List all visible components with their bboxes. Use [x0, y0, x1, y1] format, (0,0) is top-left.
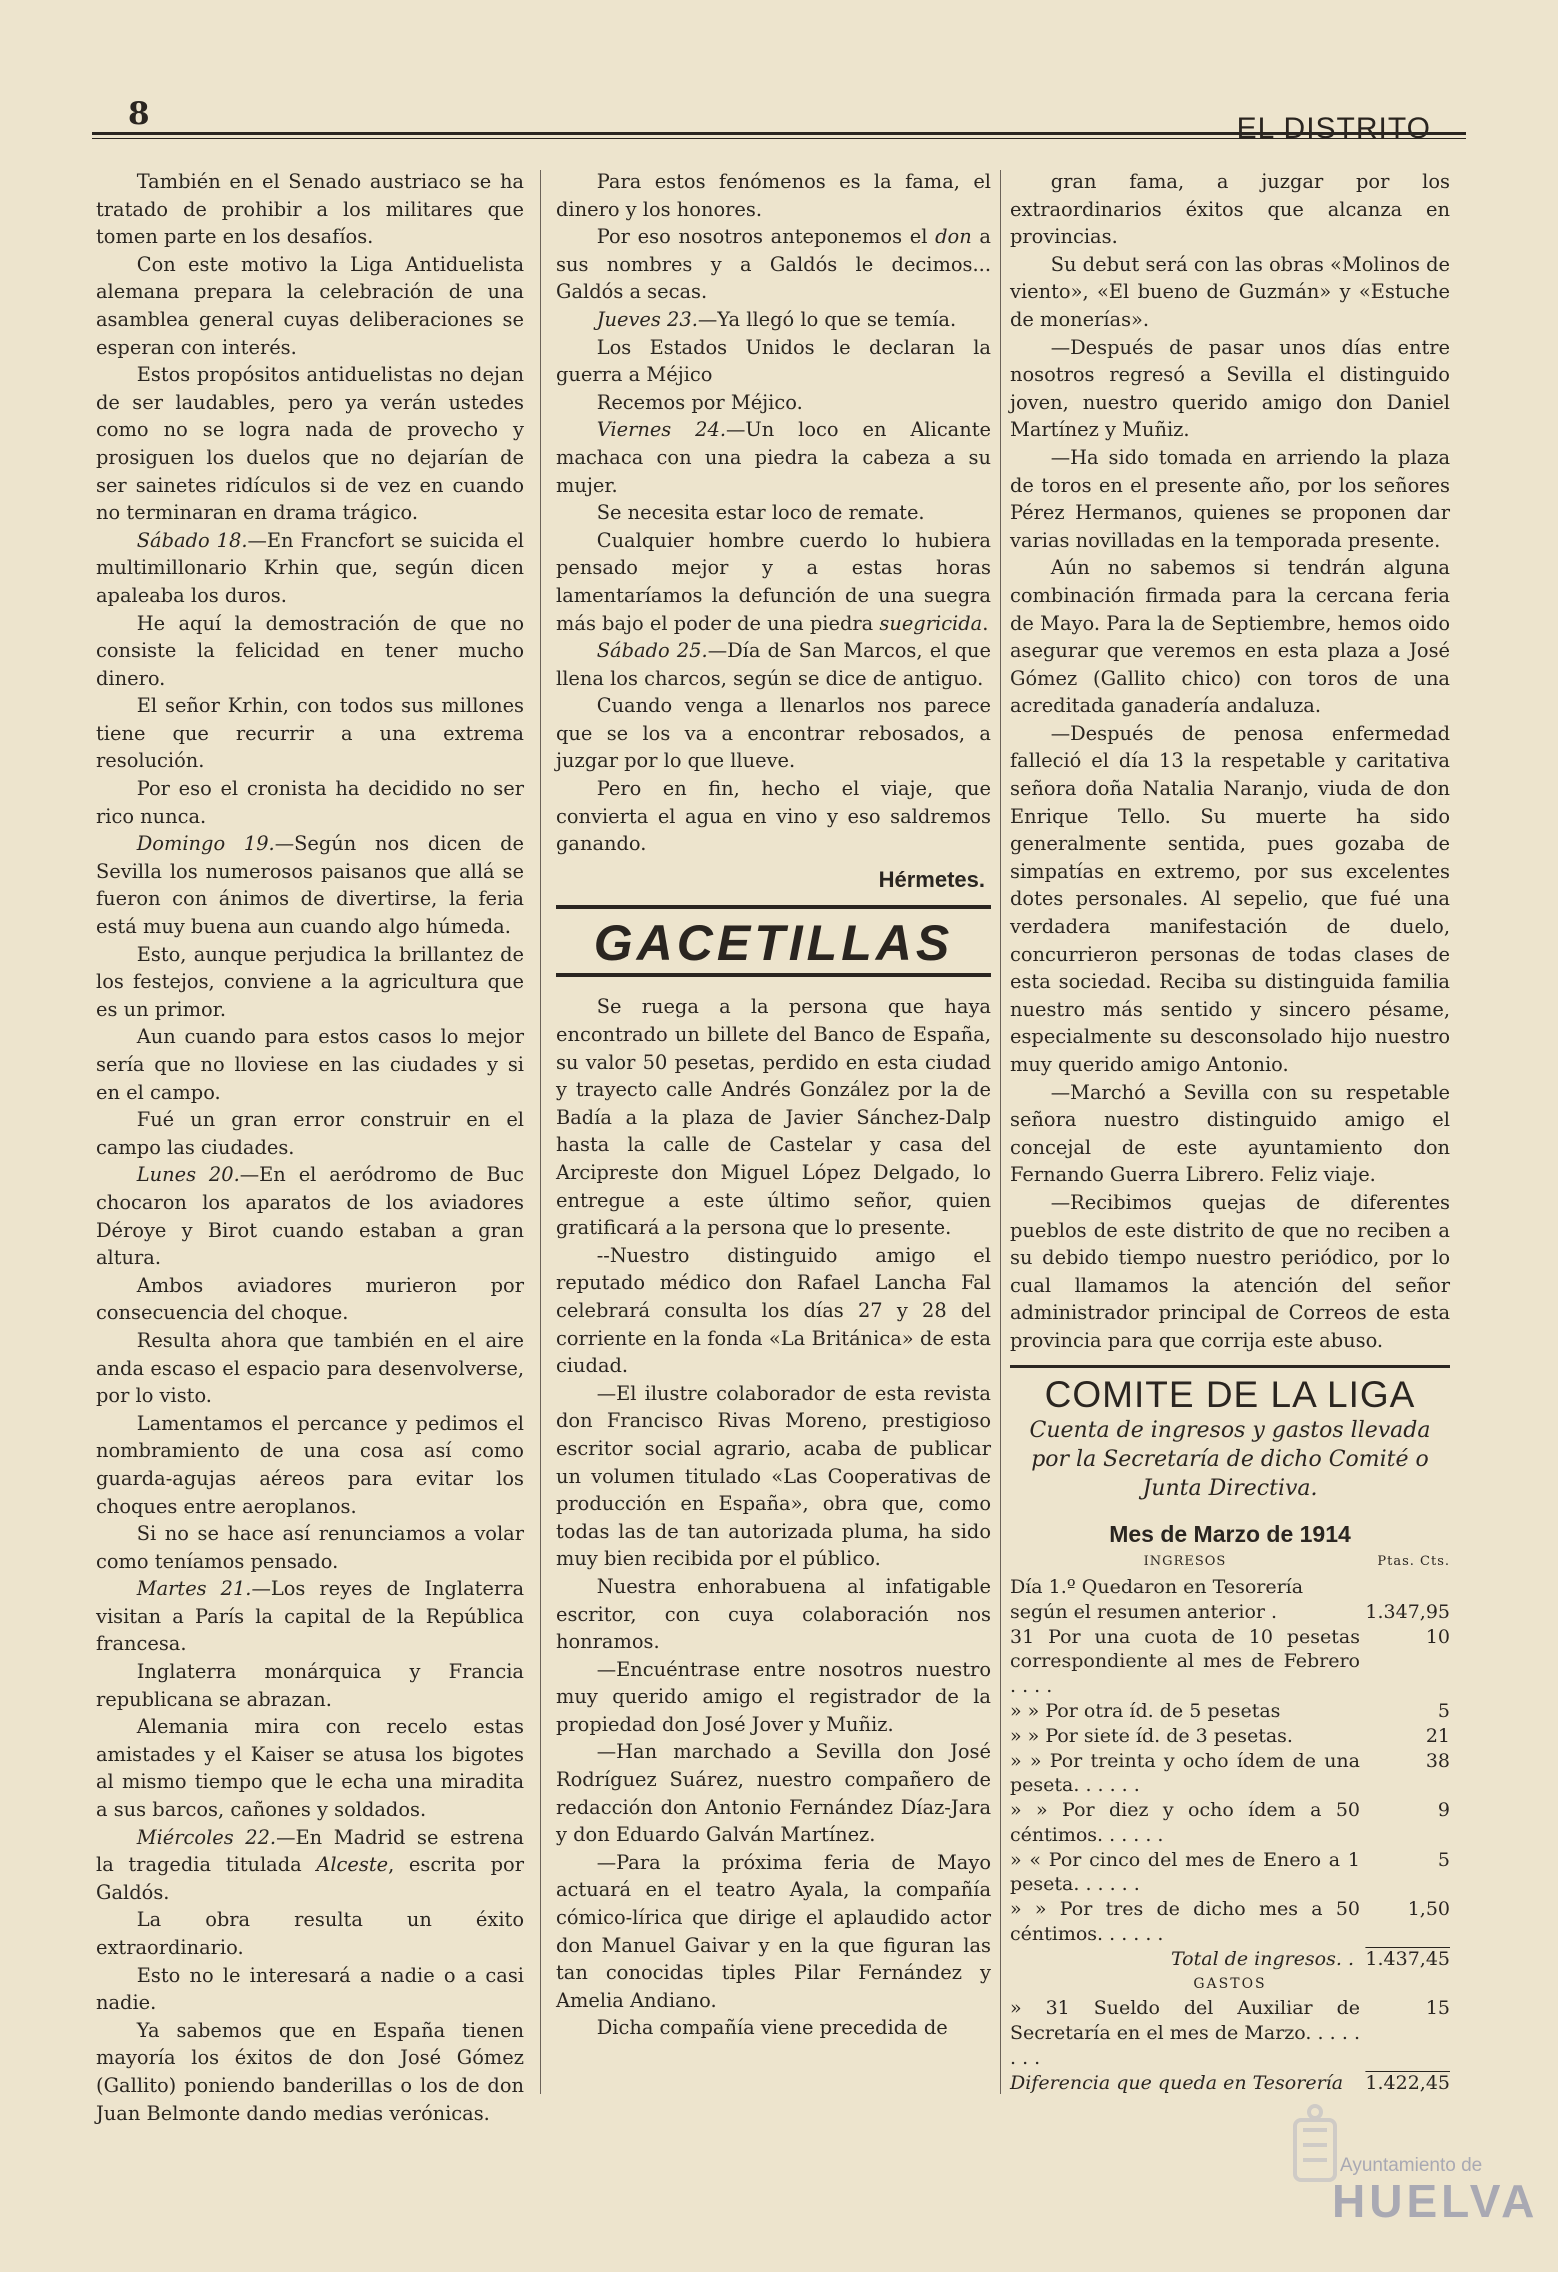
gacetillas-title: GACETILLAS [593, 915, 954, 972]
paragraph: La obra resulta un éxito extraordinario. [96, 1908, 524, 1959]
paragraph: Aun cuando para estos casos lo mejor sería que no lloviese en las ciudades y si en el campo. [96, 1025, 524, 1104]
paragraph: Estos propósitos antiduelistas no dejan de ser laudables, pero ya verán ustedes como no se logra nada de provecho y prosiguen los duelos que no dejarían de ser sainetes ridículos si de vez en cuando no terminaran en drama trágico. [96, 363, 524, 525]
column-rule [540, 170, 541, 2094]
column-3-text [1010, 168, 1450, 1355]
paragraph: También en el Senado austriaco se ha tratado de prohibir a los militares que tomen parte en los desafíos. [96, 170, 524, 249]
paragraph: Sábado 18.—En Francfort se suicida el multimillonario Krhin que, según dicen apaleaba los duros. [96, 528, 525, 607]
difference-label: Diferencia que queda en Tesorería [1010, 2071, 1344, 2094]
paragraph: —El ilustre colaborador de esta revista don Francisco Rivas Moreno, prestigioso escritor social agrario, acaba de publicar un volumen titulado «Las Cooperativas de producción en España», obra que, como todas las de tan autorizada pluma, ha sido muy bien recibida por el público. [556, 1381, 991, 1571]
paragraph: Jueves 23.—Ya llegó lo que se temía. [596, 307, 957, 331]
watermark-line-1: Ayuntamiento de [1340, 2155, 1483, 2176]
paragraph: Resulta ahora que también en el aire anda escaso el espacio para desenvolverse, por lo visto. [96, 1328, 524, 1408]
paragraph: Martes 21.—Los reyes de Inglaterra visitan a París la capital de la República francesa. [96, 1577, 525, 1656]
paragraph: Se ruega a la persona que haya encontrado un billete del Banco de España, su valor 50 pesetas, perdido en esta ciudad y trayecto calle Andrés González por la de Badía a la plaza de Javier Sánchez-Dalp hasta la calle de Castelar y casa del Arcipreste don Miguel López Delgado, lo entregue a este último señor, quien gratificará a la persona que lo presente. [556, 995, 991, 1240]
liga-title: COMITE DE LA LIGA [1044, 1373, 1416, 1415]
account-row [1010, 1996, 1450, 2070]
account-row [1010, 1749, 1450, 1799]
paragraph: Sábado 25.—Día de San Marcos, el que llena los charcos, según se dice de antiguo. [556, 639, 992, 690]
column-rule [1000, 170, 1001, 2094]
gastos-rows [1010, 1996, 1450, 2070]
account-row [1010, 1897, 1450, 1947]
paragraph: Ambos aviadores murieron por consecuencia del choque. [96, 1273, 524, 1325]
paragraph: Lunes 20.—En el aeródromo de Buc chocaron los aparatos de los aviadores Déroye y Birot cuando estaban a gran altura. [96, 1163, 525, 1270]
account-row-label: Día 1.º Quedaron en Tesorería [1010, 1575, 1304, 1598]
gacetillas-heading [556, 905, 991, 977]
column-2-gacetillas [556, 993, 991, 2042]
paragraph: —Han marchado a Sevilla don José Rodríguez Suárez, nuestro compañero de redacción don Antonio Fernández Díaz-Jara y don Eduardo Galván Martínez. [556, 1740, 991, 1847]
paragraph: Se necesita estar loco de remate. [596, 501, 925, 525]
paragraph: Domingo 19.—Según nos dicen de Sevilla los numerosos paisanos que allá se fueron con ánimos de divertirse, la feria está muy buena aun cuando algo húmeda. [96, 832, 524, 939]
account-row-amount: 10 [1425, 1625, 1450, 1648]
paragraph: Su debut será con las obras «Molinos de viento», «El bueno de Guzmán» y «Estuche de monerías». [1010, 252, 1450, 331]
account-row-amount: 21 [1425, 1724, 1450, 1747]
account-row [1010, 1625, 1450, 1699]
paragraph: He aquí la demostración de que no consiste la felicidad en tener mucho dinero. [96, 611, 524, 690]
paragraph: Cuando venga a llenarlos nos parece que se los va a encontrar rebosados, a juzgar por lo que llueve. [556, 694, 991, 773]
paragraph: Inglaterra monárquica y Francia republicana se abrazan. [96, 1660, 524, 1711]
account-row [1010, 1699, 1450, 1724]
paragraph: —Ha sido tomada en arriendo la plaza de toros en el presente año, por los señores Pérez Hermanos, quienes se proponen dar varias novilladas en la temporada presente. [1010, 445, 1450, 552]
account-rows [1010, 1575, 1450, 1947]
gastos-label: GASTOS [1193, 1975, 1267, 1992]
account-row [1010, 1600, 1450, 1625]
account-row [1010, 1724, 1450, 1749]
paragraph: Aún no sabemos si tendrán alguna combinación firmada para la cercana feria de Mayo. Para la de Septiembre, hemos oido asegurar que veremos en esta plaza a José Gómez (Gallito chico) con toros de una acreditada ganadería andaluza. [1010, 556, 1450, 718]
paragraph: —Después de penosa enfermedad falleció el día 13 la respetable y caritativa señora doña Natalia Naranjo, viuda de don Enrique Tello. Su muerte ha sido generalmente sentida, pues gozaba de simpatías en extremo, por sus excelentes dotes personales. Al sepelio, que fué una verdadera manifestación de duelo, concurrieron personas de todas clases de esta sociedad. Reciba su distinguida familia nuestro más sentido y sincero pésame, especialmente su desconsolado hijo nuestro muy querido amigo Antonio. [1010, 721, 1450, 1076]
masthead: EL DISTRITO [1236, 112, 1431, 145]
account-row-amount: 38 [1425, 1749, 1450, 1772]
paragraph: gran fama, a juzgar por los extraordinarios éxitos que alcanza en provincias. [1010, 170, 1450, 249]
paragraph: Miércoles 22.—En Madrid se estrena la tragedia titulada Alceste, escrita por Galdós. [96, 1825, 524, 1904]
column-1 [96, 168, 524, 2127]
paragraph: Alemania mira con recelo estas amistades y el Kaiser se atusa los bigotes al mismo tiempo que le echa una miradita a sus barcos, cañones y soldados. [96, 1715, 524, 1822]
column-2-top [556, 168, 991, 858]
liga-month: Mes de Marzo de 1914 [1109, 1520, 1351, 1547]
account-table [1010, 1550, 1450, 2096]
difference-row [1010, 2071, 1450, 2096]
units-label: Ptas. Cts. [1377, 1554, 1450, 1570]
page-number: 8 [128, 96, 150, 132]
account-row-label: » 31 Sueldo del Auxiliar de Secretaría en el mes de Marzo. . . . . . . . [1010, 1997, 1360, 2070]
column-3 [1010, 168, 1450, 2096]
account-row-label: » » Por treinta y ocho ídem de una peseta. . . . . . [1010, 1749, 1360, 1797]
account-row-amount: 5 [1437, 1699, 1450, 1722]
paragraph: —Después de pasar unos días entre nosotros regresó a Sevilla el distinguido joven, nuestro querido amigo don Daniel Martínez y Muñiz. [1010, 335, 1450, 442]
paragraph: Viernes 24.—Un loco en Alicante machaca con una piedra la cabeza a su mujer. [556, 418, 991, 497]
total-amount: 1.437,45 [1365, 1947, 1450, 1970]
account-row-amount: 15 [1425, 1997, 1450, 2020]
paragraph: Recemos por Méjico. [596, 390, 803, 414]
difference-amount: 1.422,45 [1365, 2071, 1450, 2094]
account-row [1010, 1848, 1450, 1898]
account-row-amount: 5 [1437, 1848, 1450, 1871]
paragraph: El señor Krhin, con todos sus millones tiene que recurrir a una extrema resolución. [96, 694, 524, 773]
account-header [1010, 1550, 1450, 1575]
account-row [1010, 1575, 1450, 1600]
paragraph: Nuestra enhorabuena al infatigable escritor, con cuya colaboración nos honramos. [556, 1574, 991, 1654]
signature: Hérmetes. [878, 866, 985, 892]
liga-rule [1010, 1365, 1450, 1368]
paragraph: —Para la próxima feria de Mayo actuará en el teatro Ayala, la compañía cómico-lírica que dirige el aplaudido actor don Manuel Gaivar y en la que figuran las tan conocidas tiples Pilar Fernández y Amelia Andiano. [556, 1850, 991, 2012]
watermark-line-2: HUELVA [1332, 2175, 1539, 2227]
paragraph: Esto no le interesará a nadie o a casi nadie. [96, 1963, 524, 2015]
paragraph: Si no se hace así renunciamos a volar como teníamos pensado. [96, 1522, 524, 1573]
account-row-label: » » Por otra íd. de 5 pesetas [1010, 1699, 1281, 1722]
account-row-amount: 9 [1437, 1799, 1450, 1822]
paragraph: Los Estados Unidos le declaran la guerra a Méjico [556, 335, 991, 387]
paragraph: Dicha compañía viene precedida de [596, 2016, 948, 2040]
paragraph: —Encuéntrase entre nosotros nuestro muy querido amigo el registrador de la propiedad don José Jover y Muñiz. [556, 1657, 991, 1736]
paragraph: Pero en fin, hecho el viaje, que convierta el agua en vino y eso saldremos ganando. [556, 777, 991, 856]
account-row-amount: 1.347,95 [1365, 1600, 1450, 1623]
total-label: Total de ingresos. . [1170, 1947, 1354, 1970]
paragraph: Cualquier hombre cuerdo lo hubiera pensado mejor y a estas horas lamentaríamos la defunción de una suegra más bajo el poder de una piedra suegricida. [556, 528, 991, 635]
paragraph: Ya sabemos que en España tienen mayoría los éxitos de don José Gómez (Gallito) poniendo banderillas o los de don Juan Belmonte dando medias verónicas. [96, 2018, 524, 2125]
ingresos-label: INGRESOS [1143, 1554, 1227, 1570]
column-2 [556, 168, 991, 2042]
total-row [1010, 1947, 1450, 1972]
paragraph: Por eso nosotros anteponemos el don a sus nombres y a Galdós le decimos... Galdós a secas. [556, 225, 991, 304]
account-row [1010, 1798, 1450, 1848]
paragraph: Para estos fenómenos es la fama, el dinero y los honores. [556, 170, 991, 221]
paragraph: Por eso el cronista ha decidido no ser rico nunca. [96, 777, 524, 828]
liga-subtitle: Cuenta de ingresos y gastos llevada por la Secretaría de dicho Comité o Junta Directiva. [1029, 1417, 1431, 1501]
account-row-label: según el resumen anterior . [1010, 1600, 1278, 1623]
paragraph: Esto, aunque perjudica la brillantez de los festejos, conviene a la agricultura que es un primor. [96, 942, 524, 1021]
header-rule [92, 132, 1466, 139]
paragraph: --Nuestro distinguido amigo el reputado médico don Rafael Lancha Fal celebrará consulta los días 27 y 28 del corriente en la fonda «La Británica» de esta ciudad. [556, 1243, 991, 1378]
paragraph: Con este motivo la Liga Antiduelista alemana prepara la celebración de una asamblea general cuyas deliberaciones se esperan con interés. [96, 252, 524, 359]
account-row-amount: 1,50 [1407, 1898, 1450, 1921]
account-row-label: » « Por cinco del mes de Enero a 1 peseta. . . . . . [1010, 1848, 1360, 1896]
paragraph: —Marchó a Sevilla con su respetable señora nuestro distinguido amigo el concejal de este ayuntamiento don Fernando Guerra Librero. Feliz viaje. [1010, 1080, 1450, 1187]
account-row-label: 31 Por una cuota de 10 pesetas correspondiente al mes de Febrero . . . . [1010, 1625, 1360, 1698]
paragraph: —Recibimos quejas de diferentes pueblos de este distrito de que no reciben a su debido tiempo nuestro periódico, por lo cual llamamos la atención del señor administrador principal de Correos de esta provincia para que corrija este abuso. [1010, 1190, 1450, 1352]
account-row-label: » » Por diez y ocho ídem a 50 céntimos. . . . . . [1010, 1799, 1360, 1846]
paragraph: Fué un gran error construir en el campo las ciudades. [96, 1108, 524, 1159]
account-row-label: » » Por tres de dicho mes a 50 céntimos. . . . . . [1010, 1898, 1360, 1946]
paragraph: Lamentamos el percance y pedimos el nombramiento de una cosa así como guarda-agujas aéreos para evitar los choques entre aeroplanos. [96, 1411, 524, 1518]
account-row-label: » » Por siete íd. de 3 pesetas. [1010, 1724, 1293, 1747]
